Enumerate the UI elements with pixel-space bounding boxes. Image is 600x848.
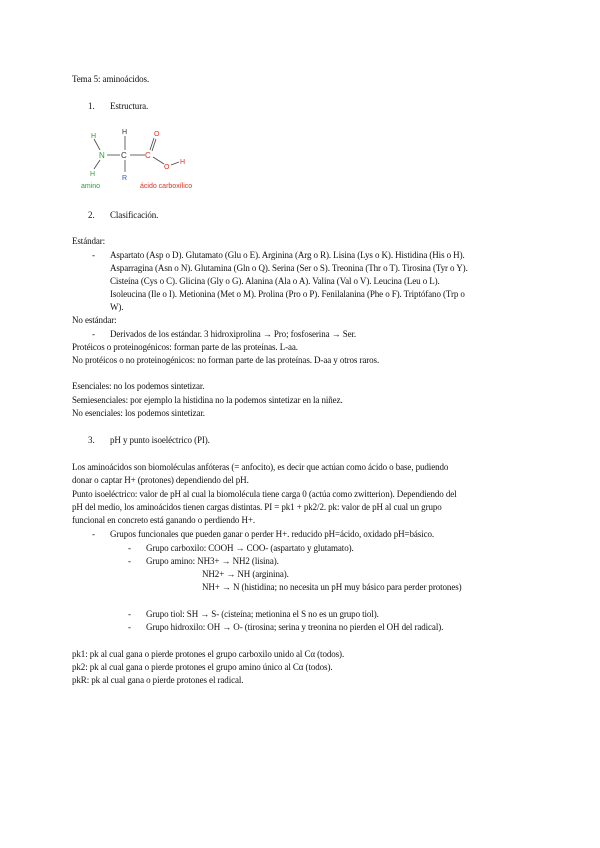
pk-line: pk2: pk al cual gana o pierde protones el grupo amino único al Cα (todos).	[72, 662, 333, 672]
subitem-amino-continuation: NH2+ → NH (arginina).	[202, 569, 289, 579]
groups-item: Grupos funcionales que pueden ganar o perder H+. reducido pH=ácido, oxidado pH=básico.	[110, 529, 435, 539]
essential-line: No esenciales: los podemos sintetizar.	[72, 408, 205, 418]
section-heading-clasificacion: Clasificación.	[110, 210, 159, 220]
standard-line: W).	[110, 302, 124, 312]
nonproteic-line: No protéicos o no proteinogénicos: no forman parte de las proteínas. D-aa y otros raros.	[72, 355, 380, 365]
diagram-h-amino-top: H	[91, 133, 97, 140]
standard-line: Aspartato (Asp o D). Glutamato (Glu o E). Arginina (Arg o R). Lisina (Lys o K). Histidina (His o H).	[110, 250, 465, 260]
list-bullet: -	[128, 543, 131, 553]
list-bullet: -	[92, 529, 95, 539]
subitem-carboxilo: Grupo carboxilo: COOH → COO- (aspartato y glutamato).	[146, 543, 354, 553]
paragraph-line: donar o captar H+ (protones) dependiendo del pH.	[72, 475, 249, 485]
paragraph-line: pH del medio, los aminoácidos tienen cargas distintas. PI = pk1 + pk2/2. pk: valor de pH al cual un grupo	[72, 502, 442, 512]
paragraph-line: funcional en concreto está ganando o perdiendo H+.	[72, 515, 256, 525]
diagram-r-group: R	[122, 175, 128, 182]
standard-line: Isoleucina (Ile o I). Metionina (Met o M). Prolina (Pro o P). Fenilalanina (Phe o F). Triptófano (Trp o	[110, 289, 465, 299]
section-heading-ph: pH y punto isoeléctrico (PI).	[110, 435, 210, 445]
pk-line: pk1: pk al cual gana o pierde protones el grupo carboxilo unido al Cα (todos).	[72, 649, 345, 659]
diagram-h-hydroxyl: H	[180, 159, 186, 166]
essential-line: Esenciales: no los podemos sintetizar.	[72, 381, 205, 391]
diagram-acid-label: ácido carboxílico	[140, 183, 193, 190]
section-heading-estructura: Estructura.	[110, 101, 149, 111]
pk-line: pkR: pk al cual gana o pierde protones el radical.	[72, 675, 244, 685]
diagram-c-carboxyl: C	[145, 151, 151, 160]
diagram-c-alpha: C	[121, 151, 127, 160]
list-bullet: -	[128, 556, 131, 566]
diagram-h-alpha: H	[122, 129, 128, 136]
subitem-amino: Grupo amino: NH3+ → NH2 (lisina).	[146, 556, 279, 566]
subitem-amino-continuation: NH+ → N (histidina; no necesita un pH muy básico para perder protones)	[202, 582, 462, 592]
diagram-n-atom: N	[99, 151, 105, 160]
subitem-tiol: Grupo tiol: SH → S- (cisteína; metionina el S no es un grupo tiol).	[146, 609, 379, 619]
paragraph-line: Los aminoácidos son biomoléculas anfóteras (= anfocito), es decir que actúan como ácido o base, pudiendo	[72, 462, 449, 472]
diagram-amino-label: amino	[81, 183, 101, 190]
standard-line: Asparragina (Asn o N). Glutamina (Gln o Q). Serina (Ser o S). Treonina (Thr o T). Tirosina (Tyr o Y).	[110, 263, 468, 273]
list-bullet: -	[92, 329, 95, 339]
section-number: 2.	[88, 210, 95, 220]
nonstandard-item: Derivados de los estándar. 3 hidroxiprolina → Pro; fosfoserina → Ser.	[110, 329, 357, 339]
diagram-o-double: O	[154, 131, 160, 138]
amino-acid-structure-diagram	[80, 126, 220, 196]
essential-line: Semiesenciales: por ejemplo la histidina no la podemos sintetizar en la niñez.	[72, 395, 343, 405]
standard-line: Cisteína (Cys o C). Glicina (Gly o G). Alanina (Ala o A). Valina (Val o V). Leucina (Leu o L).	[110, 276, 440, 286]
document-title: Tema 5: aminoácidos.	[72, 74, 150, 84]
nonstandard-label: No estándar:	[72, 315, 117, 325]
section-number: 3.	[88, 435, 95, 445]
section-number: 1.	[88, 101, 95, 111]
standard-label: Estándar:	[72, 236, 106, 246]
list-bullet: -	[128, 622, 131, 632]
list-bullet: -	[128, 609, 131, 619]
proteic-line: Protéicos o proteinogénicos: forman parte de las proteínas. L-aa.	[72, 342, 298, 352]
paragraph-line: Punto isoeléctrico: valor de pH al cual la biomolécula tiene carga 0 (actúa como zwitterion). Dependiendo del	[72, 489, 457, 499]
subitem-hidroxilo: Grupo hidroxilo: OH → O- (tirosina; serina y treonina no pierden el OH del radical).	[146, 622, 444, 632]
diagram-o-single: O	[164, 164, 170, 171]
diagram-h-amino-bottom: H	[90, 171, 96, 178]
list-bullet: -	[92, 250, 95, 260]
